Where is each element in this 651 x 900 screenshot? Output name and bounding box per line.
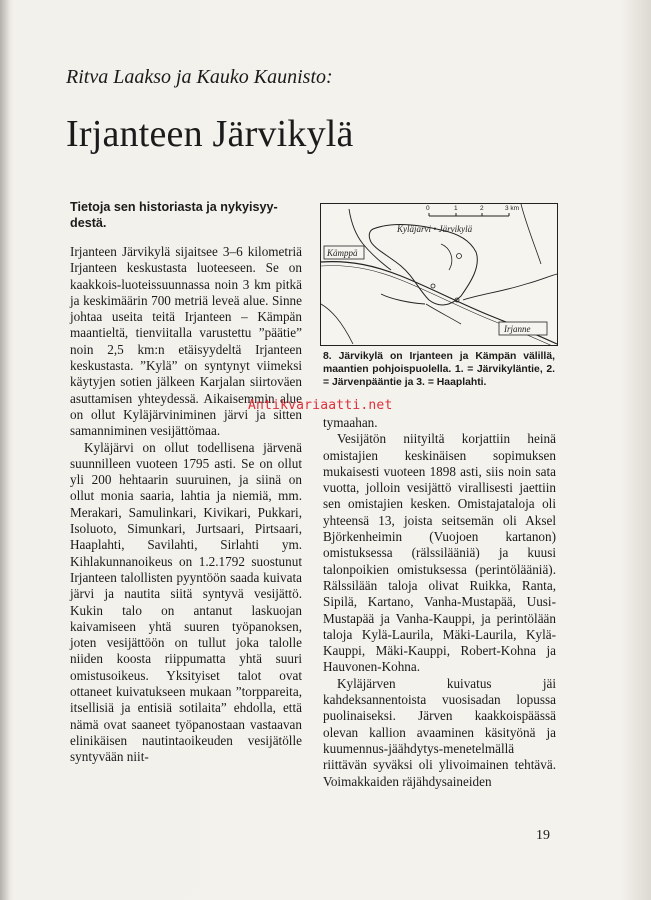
spine-shadow [0, 0, 10, 900]
page-number: 19 [536, 828, 550, 843]
paragraph: Irjanteen Järvikylä sijaitsee 3–6 kilometriä Irjanteen keskustasta luoteeseen. Se on kaakkois-luoteissuunnassa noin 3 km pitkä ja keskimäärin 700 metriä leveä alue. Sinne johtaa useita teitä Irjanteen – Kämpän maantieltä, tienviitalla varustettu ”päätie” noin 2,5 km:n etäisyydeltä Irjanteen keskustasta. ”Kylä” on syntynyt viimeksi käytyjen sotien jälkeen Karjalan siirtoväen asuttamisen yhteydessä. Aikaisemmin alue on ollut Kyläjärviniminen järvi ja sitten samanniminen vesijättömaa. [70, 244, 302, 439]
map-label-kylajarvi: Kyläjärvi • Järvikylä [397, 224, 473, 234]
scale-label: 0 [426, 205, 430, 212]
map-label-kamppa: Kämppä [327, 248, 358, 258]
watermark: Antikvariaatti.net [248, 398, 393, 413]
article-subheading: Tietoja sen historiasta ja nykyisyy-destä. [70, 200, 278, 230]
article-title: Irjanteen Järvikylä [66, 113, 354, 155]
paragraph: tymaahan. [323, 415, 378, 430]
lake-outline [369, 225, 477, 305]
paragraph: Kyläjärvi on ollut todellisena järvenä suunnilleen vuoteen 1795 asti. Se on ollut yli 200 hehtaarin suuruinen, ja siinä on ollut monia saaria, lahtia ja niemiä, mm. Merakari, Samulinkari, Kivikari, Pukkari, Isoluoto, Simunkari, Jurtsaari, Pirtsaari, Haaplahti, Savilahti, Sirlahti ym. Kihlakunnanoikeus on 1.2.1792 suostunut Irjanteen talollisten pyyntöön saada kuivata järvi ja nautita siitä syntyvä vesijättö. Kukin talo on antanut laskuojan kaivamiseen yhtä suuren työpanoksen, joten vesijättöön on tullut joka talolle niiden koosta riippumatta yhtä suuri omistusoikeus. Yksityiset talot ovat ottaneet kuivatukseen mukaan ”torppareita, itsellisiä ja entisiä sotilaita” ehdolla, että nämä ovat saaneet työpanostaan vastaavan elinikäisen nautintaoikeuden vesijätölle syntyvään niit- [70, 439, 302, 765]
right-column [323, 415, 556, 790]
figure-caption: 8. Järvikylä on Irjanteen ja Kämpän välillä, maantien pohjoispuolella. 1. = Järvikyläntie, 2. = Järvenpääntie ja 3. = Haaplahti. [323, 351, 555, 389]
scale-label: 2 [480, 205, 484, 212]
article-authors: Ritva Laakso ja Kauko Kaunisto: [66, 66, 333, 88]
left-column [70, 244, 302, 766]
map-figure [320, 203, 558, 346]
map-label-irjanne: Irjanne [504, 324, 531, 334]
paragraph: Kyläjärven kuivatus jäi kahdeksannentoista vuosisadan lopussa puolinaiseksi. Järven kaakkoispäässä olevan kallion avaaminen käsityönä ja kuumennus-jäähdytys-menetelmällä riittävän syväksi oli ylivoimainen tehtävä. Voimakkaiden räjähdysaineiden [323, 675, 556, 789]
scale-label: 3 km [505, 205, 520, 212]
paragraph: Vesijätön niityiltä korjattiin heinä omistajien keskinäisen sopimuksen mukaisesti vuoteen 1898 asti, siis noin sata vuotta, jolloin vesijättö virallisesti jaettiin sen omistajien kesken. Omistajataloja oli yhteensä 13, joista seitsemän oli Aksel Björkenheimin (Vuojoen kartanon) omistuksessa (rälssilääniä) ja kuusi talonpoikien omistuksessa (perintölääniä). Rälssilään taloja olivat Ruikka, Ranta, Sipilä, Kartano, Vanha-Mustapää, Uusi-Mustapää ja Vanha-Kauppi, ja perintölään taloja Kylä-Laurila, Mäki-Laurila, Kylä-Kauppi, Mäki-Kauppi, Robert-Kohna ja Hauvonen-Kohna. [323, 431, 556, 675]
scale-label: 1 [454, 205, 458, 212]
